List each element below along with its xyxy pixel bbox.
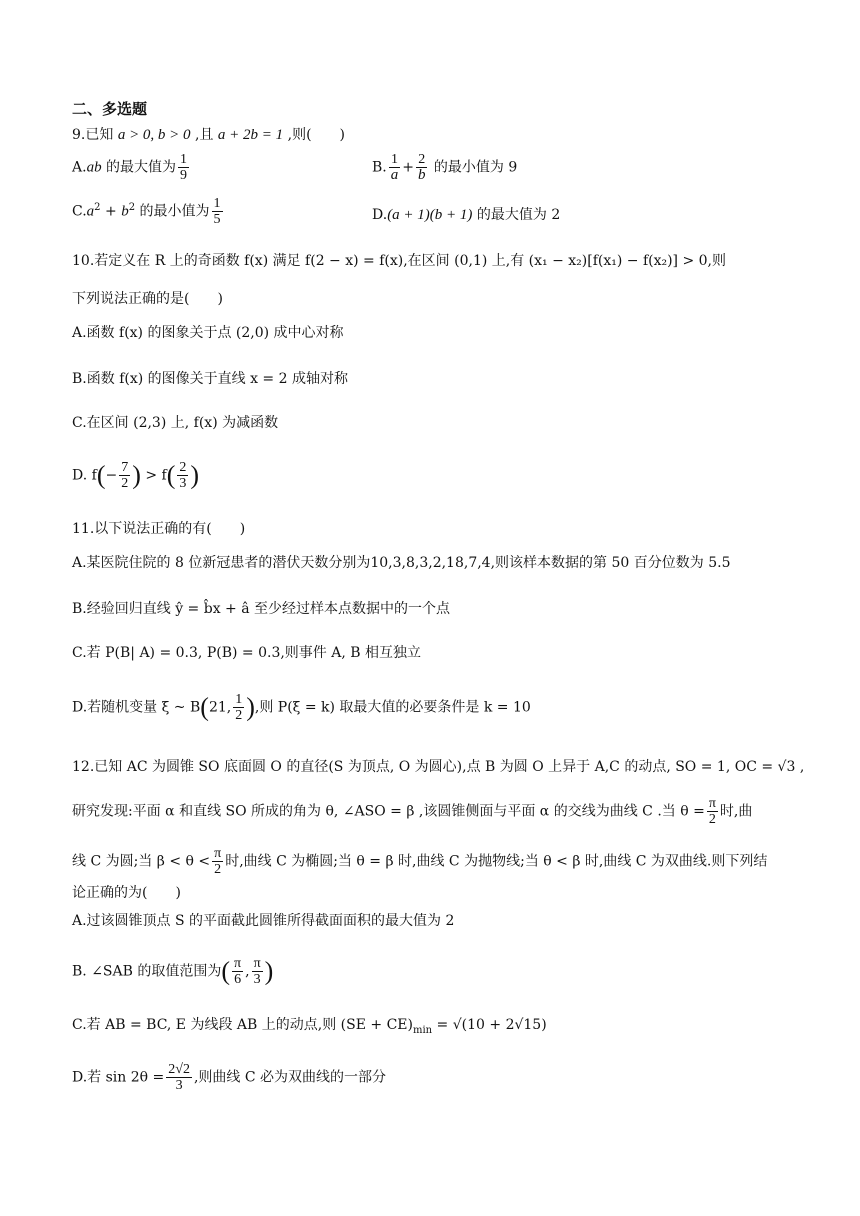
q12-d-num: 2√2 [168, 1062, 190, 1077]
q12-line2 [72, 796, 752, 827]
q9-c-fraction [212, 196, 223, 227]
q10-d-n1: 7 [121, 460, 129, 475]
q12-line3 [72, 846, 767, 877]
q10-d-d1: 2 [121, 476, 129, 491]
q11-d-pre: D.若随机变量 ξ ~ B [72, 699, 201, 716]
q9-option-c: $C.a^2 + b^2$ 的最小值为 $\frac{1}{5}$ [72, 196, 221, 227]
q9-d-expr: (a + 1)(b + 1) [387, 207, 473, 223]
q9-option-b: B. $\frac{1}{a}$ + $\frac{2}{b}$ 的最小值为 9 [372, 152, 518, 183]
q12-line2-two: 2 [708, 812, 716, 827]
q12-d-frac [166, 1062, 192, 1093]
q9-c-den: 5 [213, 212, 221, 227]
q9-b-frac2: $\frac{2}{b}$ [417, 152, 426, 183]
q12-option-a: A.过该圆锥顶点 S 的平面截此圆锥所得截面面积的最大值为 2 [72, 913, 455, 929]
q12-line3-frac: $\frac{\pi}{2}$ [214, 846, 222, 877]
q9-c-pre: C. [72, 203, 87, 220]
q10-option-a: A.函数 f(x) 的图象关于点 (2,0) 成中心对称 [72, 325, 344, 341]
section-heading: 二、多选题 [72, 100, 148, 118]
q9-b-pre: B. [372, 159, 387, 176]
q11-option-b: B.经验回归直线 ŷ = b̂x + â 至少经过样本点数据中的一个点 [72, 601, 451, 617]
q12-d-post: ,则曲线 C 必为双曲线的一部分 [193, 1069, 387, 1086]
q12-line3-pre: 线 C 为圆;当 β < θ < [72, 853, 211, 870]
q11-option-d: D.若随机变量 ξ ~ B(21, $\frac{1}{2}$ ),则 P(ξ = k) 取最大值的必要条件是 k = 10 [72, 692, 531, 723]
q10-option-d: D. f(− $\frac{7}{2}$ ) > f( $\frac{2}{3}$ ) [72, 460, 200, 491]
q11-d-num: 1 [235, 692, 243, 707]
q12-d-pre: D.若 sin 2θ = [72, 1069, 165, 1086]
q9-stem-eq: a + 2b = 1 [217, 127, 284, 143]
q10-d-frac2 [177, 460, 188, 491]
q9-c-num: 1 [213, 196, 221, 211]
q11-d-post: ,则 P(ξ = k) 取最大值的必要条件是 k = 10 [254, 699, 531, 716]
q12-line4: 论正确的为( ) [72, 885, 181, 901]
q9-option-a [72, 152, 191, 183]
q9-b-frac1: $\frac{1}{a}$ [390, 152, 399, 183]
q12-c-pre: C.若 AB = BC, E 为线段 AB 上的动点,则 (SE + CE) [72, 1017, 413, 1033]
q10-d-pre: D. f [72, 467, 97, 484]
q9-stem [72, 124, 345, 146]
q12-b-frac2: $\frac{\pi}{3}$ [253, 956, 261, 987]
q11-d-inner: 21, [208, 699, 232, 716]
q11-option-a: A.某医院住院的 8 位新冠患者的潜伏天数分别为10,3,8,3,2,18,7,4,则该样本数据的第 50 百分位数为 5.5 [72, 555, 731, 571]
q9-a-expr: ab [86, 159, 102, 176]
q9-stem-cond: a > 0, b > 0 [117, 127, 191, 143]
q11-stem: 11.以下说法正确的有( ) [72, 521, 246, 537]
q10-stem-line2: 下列说法正确的是( ) [72, 291, 223, 307]
q9-a-pre: A. [72, 159, 87, 176]
q9-stem-mid: ,且 [195, 127, 214, 143]
q11-d-den: 2 [235, 708, 243, 723]
q12-line2-frac [707, 796, 718, 827]
q9-option-d [372, 204, 560, 226]
q12-b-d2: 3 [253, 972, 261, 987]
q9-d-text: 的最大值为 2 [472, 207, 561, 223]
q10-stem-line1: 10.若定义在 R 上的奇函数 f(x) 满足 f(2 − x) = f(x),在区间 (0,1) 上,有 (x₁ − x₂)[f(x₁) − f(x₂)] > 0,则 [72, 253, 727, 269]
q10-option-b: B.函数 f(x) 的图像关于直线 x = 2 成轴对称 [72, 371, 348, 387]
q9-b-text: 的最小值为 9 [429, 159, 518, 176]
q12-line1: 12.已知 AC 为圆锥 SO 底面圆 O 的直径(S 为顶点, O 为圆心),点 B 为圆 O 上异于 A,C 的动点, SO = 1, OC = √3 , [72, 759, 805, 775]
q12-d-den: 3 [175, 1078, 183, 1093]
q9-a-den: 9 [180, 168, 188, 183]
q12-b-pre: B. ∠SAB 的取值范围为 [72, 963, 222, 980]
q10-d-mid: > f [140, 467, 167, 484]
q9-stem-pre: 9.已知 [72, 127, 114, 143]
q9-a-num: 1 [180, 152, 188, 167]
q12-c-sub: min [412, 1024, 433, 1036]
q10-d-frac1 [119, 460, 130, 491]
q9-stem-end: ,则( ) [287, 127, 345, 143]
q12-line2-post: 时,曲 [719, 803, 753, 820]
q12-option-c [72, 1014, 547, 1042]
q12-line2-pre: 研究发现:平面 α 和直线 SO 所成的角为 θ, ∠ASO = β ,该圆锥侧面与平面 α 的交线为曲线 C .当 θ = [72, 803, 705, 820]
q11-option-c: C.若 P(B| A) = 0.3, P(B) = 0.3,则事件 A, B 相互独立 [72, 645, 421, 661]
q10-option-c: C.在区间 (2,3) 上, f(x) 为减函数 [72, 415, 279, 431]
q12-b-frac1: $\frac{\pi}{6}$ [234, 956, 242, 987]
q10-d-d2: 3 [179, 476, 187, 491]
q12-option-b: B. ∠SAB 的取值范围为( $\frac{\pi}{6}$ , $\frac{\pi}{3}$ ) [72, 956, 274, 987]
q9-c-text: 的最小值为 [135, 203, 210, 220]
q12-c-post: = √(10 + 2√15) [432, 1017, 547, 1033]
q12-line3-post: 时,曲线 C 为椭圆;当 θ = β 时,曲线 C 为抛物线;当 θ < β 时,曲线 C 为双曲线.则下列结 [225, 853, 768, 870]
q9-a-fraction [178, 152, 189, 183]
q12-b-d1: 6 [234, 972, 242, 987]
q12-option-d [72, 1062, 386, 1093]
q11-d-frac [233, 692, 244, 723]
q10-d-n2: 2 [179, 460, 187, 475]
q9-a-text: 的最大值为 [101, 159, 177, 176]
q9-d-pre: D. [372, 207, 388, 223]
q12-line2-pi: π [708, 796, 716, 811]
